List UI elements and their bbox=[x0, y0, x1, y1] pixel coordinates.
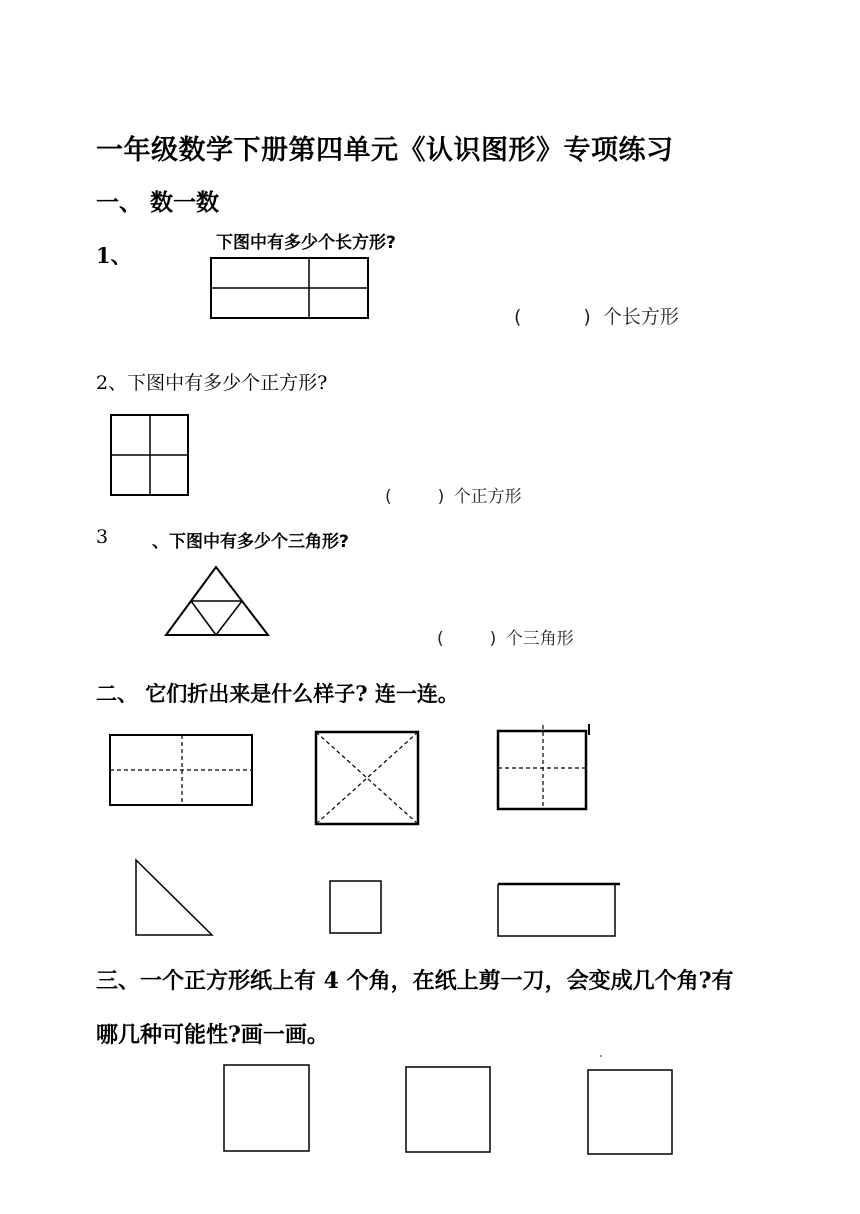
q2-close-paren: ) bbox=[437, 487, 445, 507]
section-3-line-1: 三、一个正方形纸上有 4 个角，在纸上剪一刀，会变成几个角?有 bbox=[96, 968, 734, 994]
q1-answer-unit: 个长方形 bbox=[602, 306, 679, 328]
q2-prompt: 2、下图中有多少个正方形? bbox=[96, 372, 328, 394]
cut-square-3 bbox=[588, 1070, 672, 1154]
q3-prompt: 、下图中有多少个三角形? bbox=[152, 532, 349, 552]
cut-square-1 bbox=[224, 1065, 309, 1151]
q1-close-paren: ) bbox=[583, 306, 591, 328]
q1-open-paren: ( bbox=[514, 306, 522, 328]
q2-answer-unit: 个正方形 bbox=[453, 487, 522, 507]
section-3-line-2: 哪几种可能性?画一画。 bbox=[96, 1022, 329, 1048]
cut-square-2 bbox=[406, 1067, 490, 1152]
q3-answer-unit: 个三角形 bbox=[505, 629, 574, 649]
q3-open-paren: ( bbox=[437, 629, 444, 649]
section-2-heading: 二、 它们折出来是什么样子? 连一连。 bbox=[96, 681, 459, 706]
q1-number: 1、 bbox=[96, 243, 132, 268]
q3-close-paren: ) bbox=[489, 629, 497, 649]
q3-number: 3 bbox=[96, 526, 109, 548]
section-1-heading: 一、 数一数 bbox=[96, 189, 220, 216]
q2-open-paren: ( bbox=[385, 487, 392, 507]
q1-prompt: 下图中有多少个长方形? bbox=[216, 233, 396, 253]
worksheet-title: 一年级数学下册第四单元《认识图形》专项练习 bbox=[96, 135, 674, 166]
